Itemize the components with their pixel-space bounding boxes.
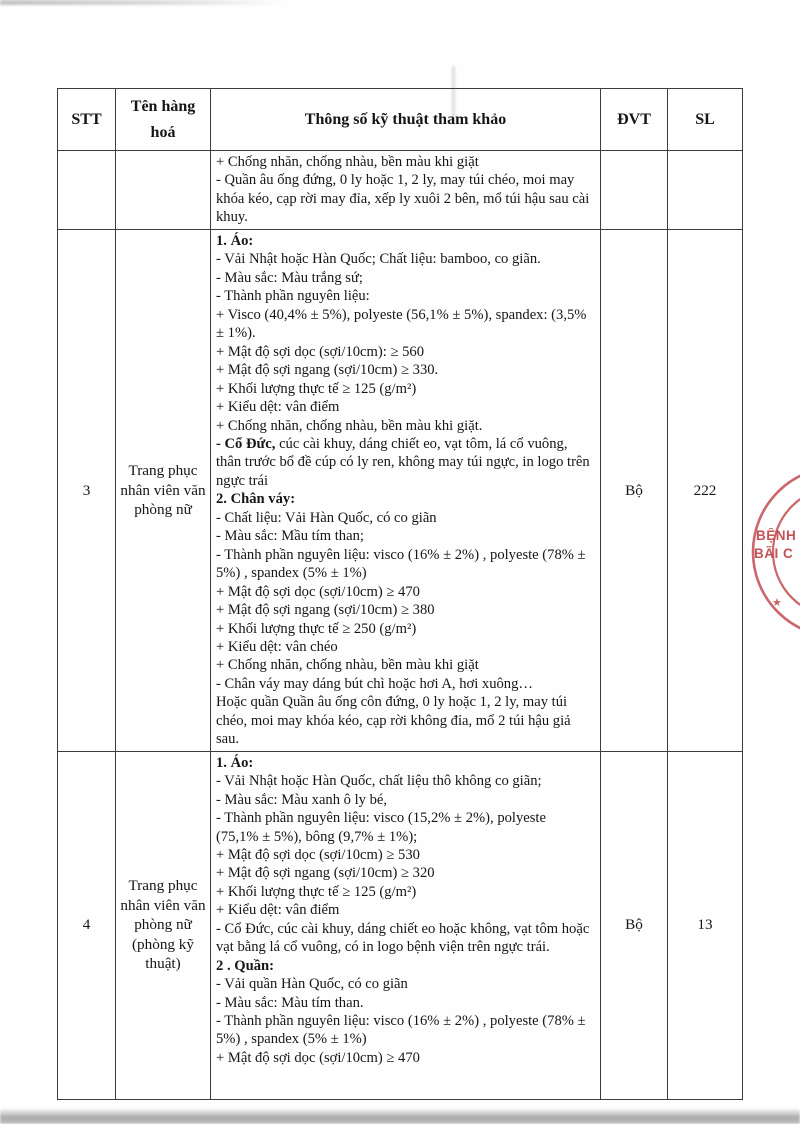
spec-line: - Chất liệu: Vải Hàn Quốc, có co giãn: [216, 509, 437, 526]
spec-line: - Cổ Đức, cúc cài khuy, dáng chiết eo hoặc không, vạt tôm hoặc vạt bằng lá cổ vuông, có in logo bệnh viện trên ngực trái.: [216, 920, 590, 956]
spec-line: + Mật độ sợi dọc (sợi/10cm) ≥ 470: [216, 583, 420, 600]
spec-table: [57, 88, 743, 1100]
unit-cell: Bộ: [601, 751, 668, 1099]
stt-cell: [58, 151, 116, 230]
spec-line: Hoặc quần Quần âu ống côn đứng, 0 ly hoặc 1, 2 ly, may túi chéo, moi may khóa kéo, cạp rời không đỉa, mổ 2 túi hậu giả sau.: [216, 694, 571, 748]
spec-line: + Khối lượng thực tế ≥ 125 (g/m²): [216, 883, 417, 900]
table-row: [58, 151, 743, 230]
spec-line: + Mật độ sợi ngang (sợi/10cm) ≥ 320: [216, 865, 435, 882]
spec-line: + Khối lượng thực tế ≥ 250 (g/m²): [216, 620, 417, 637]
col-header-name: Tên hàng hoá: [116, 89, 211, 151]
spec-line: + Visco (40,4% ± 5%), polyeste (56,1% ± 5%), spandex: (3,5% ± 1%).: [216, 306, 587, 342]
product-name-cell: [116, 151, 211, 230]
col-header-spec: Thông số kỹ thuật tham khảo: [211, 89, 601, 151]
spec-line: - Thành phần nguyên liệu: visco (16% ± 2%) , polyeste (78% ± 5%) , spandex (5% ± 1%): [216, 1013, 586, 1048]
spec-line: 1. Áo:: [216, 754, 254, 771]
spec-line: + Kiểu dệt: vân điểm: [216, 902, 340, 919]
col-header-sl: SL: [668, 89, 743, 151]
spec-line: - Màu sắc: Màu trắng sứ;: [216, 269, 363, 286]
stamp-text-line1: BỆNH: [756, 528, 797, 543]
table-row: [58, 751, 743, 1099]
spec-line: + Kiểu dệt: vân chéo: [216, 638, 338, 655]
spec-cell: [211, 230, 601, 752]
stamp-text-line2: BÃI C: [754, 546, 794, 561]
table-row: [58, 230, 743, 752]
header-row: [58, 89, 743, 151]
spec-line: + Mật độ sợi dọc (sợi/10cm) ≥ 530: [216, 846, 420, 863]
spec-line: - Chân váy may dáng bút chì hoặc hơi A, hơi xuông…: [216, 675, 533, 692]
scan-artifact-bottom-band: [0, 1108, 800, 1124]
spec-line: - Thành phần nguyên liệu:: [216, 288, 370, 305]
spec-line: - Vải Nhật hoặc Hàn Quốc, chất liệu thô không co giãn;: [216, 773, 542, 790]
unit-cell: [601, 151, 668, 230]
spec-cell: [211, 751, 601, 1099]
stamp-star-icon: ★: [772, 597, 782, 609]
hospital-stamp: [748, 468, 800, 620]
spec-line: - Cổ Đức, cúc cài khuy, dáng chiết eo, vạt tôm, lá cổ vuông, thân trước bổ đề cúp có ly ren, không may túi ngực, in logo trên ngực trái: [216, 435, 590, 489]
spec-line: 1. Áo:: [216, 233, 254, 249]
spec-line: - Màu sắc: Màu xanh ô ly bé,: [216, 791, 388, 808]
spec-line: - Vải quần Hàn Quốc, có co giãn: [216, 976, 408, 993]
stt-cell: 4: [58, 751, 116, 1099]
spec-line: + Chống nhăn, chống nhàu, bền màu khi giặt: [216, 154, 479, 170]
spec-line: + Kiểu dệt: vân điểm: [216, 399, 340, 416]
table-header: [58, 89, 743, 151]
spec-line: + Khối lượng thực tế ≥ 125 (g/m²): [216, 380, 417, 397]
spec-line: + Mật độ sợi ngang (sợi/10cm) ≥ 380: [216, 602, 435, 619]
spec-line: - Quần âu ống đứng, 0 ly hoặc 1, 2 ly, may túi chéo, moi may khóa kéo, cạp rời may đỉa, xếp ly xuôi 2 bên, mổ túi hậu sau cài khuy.: [216, 172, 590, 226]
spec-line: 2. Chân váy:: [216, 491, 296, 508]
spec-line: 2 . Quần:: [216, 957, 274, 974]
col-header-stt: STT: [58, 89, 116, 151]
spec-line: + Chống nhăn, chống nhàu, bền màu khi giặt.: [216, 417, 483, 434]
spec-cell: [211, 151, 601, 230]
quantity-cell: [668, 151, 743, 230]
spec-line: - Vải Nhật hoặc Hàn Quốc; Chất liệu: bamboo, co giãn.: [216, 251, 541, 268]
quantity-cell: 222: [668, 230, 743, 752]
spec-line: - Màu sắc: Mầu tím than;: [216, 528, 364, 545]
spec-line: + Chống nhăn, chống nhàu, bền màu khi giặt: [216, 657, 479, 674]
spec-line: - Thành phần nguyên liệu: visco (15,2% ± 2%), polyeste (75,1% ± 5%), bông (9,7% ± 1%);: [216, 810, 546, 845]
quantity-cell: 13: [668, 751, 743, 1099]
spec-line: - Màu sắc: Màu tím than.: [216, 994, 364, 1011]
scan-artifact-top-streak: [0, 0, 285, 5]
product-name-cell: Trang phục nhân viên văn phòng nữ (phòng kỹ thuật): [116, 751, 211, 1099]
unit-cell: Bộ: [601, 230, 668, 752]
spec-line: + Mật độ sợi dọc (sợi/10cm): ≥ 560: [216, 343, 424, 360]
product-name-cell: Trang phục nhân viên văn phòng nữ: [116, 230, 211, 752]
col-header-dvt: ĐVT: [601, 89, 668, 151]
spec-line: + Mật độ sợi ngang (sợi/10cm) ≥ 330.: [216, 362, 439, 379]
spec-line: + Mật độ sợi dọc (sợi/10cm) ≥ 470: [216, 1049, 420, 1066]
stt-cell: 3: [58, 230, 116, 752]
spec-line: - Thành phần nguyên liệu: visco (16% ± 2%) , polyeste (78% ± 5%) , spandex (5% ± 1%): [216, 546, 586, 582]
